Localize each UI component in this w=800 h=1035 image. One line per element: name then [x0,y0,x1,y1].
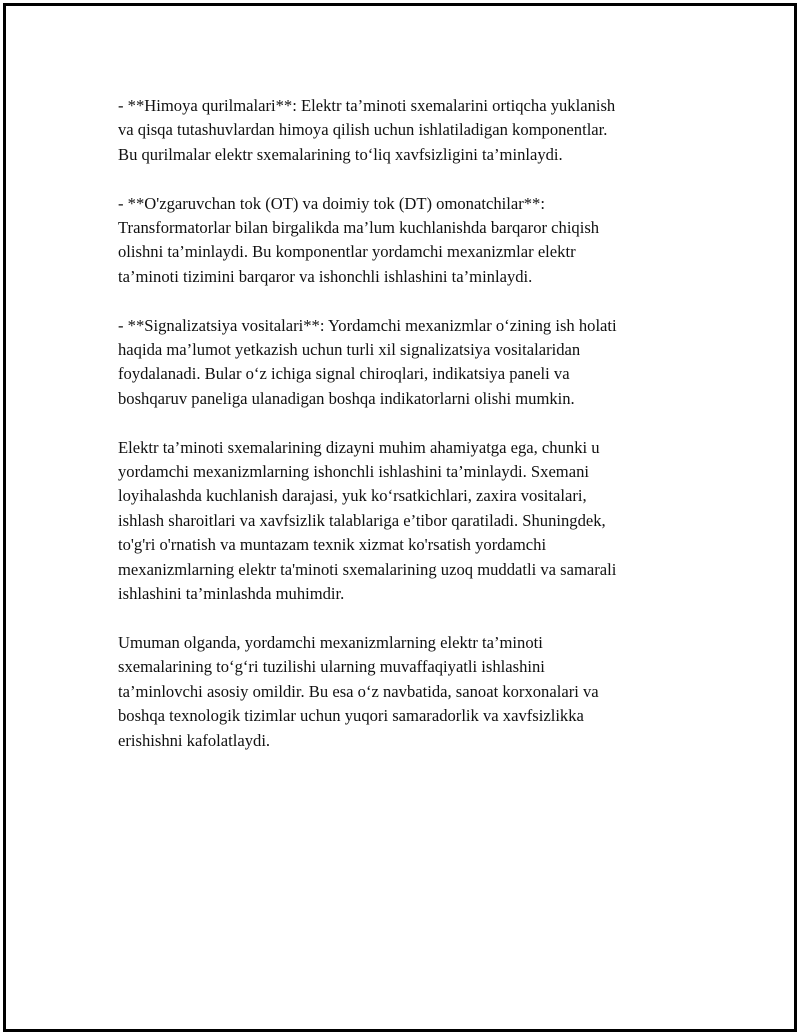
text-line: va qisqa tutashuvlardan himoya qilish uchun ishlatiladigan komponentlar. [118,120,608,140]
text-line: - **O'zgaruvchan tok (OT) va doimiy tok (DT) omonatchilar**: [118,193,545,213]
text-line: boshqa texnologik tizimlar uchun yuqori samaradorlik va xavfsizlikka [118,706,584,726]
document-body [118,94,678,777]
text-line: ishlashini ta’minlashda muhimdir. [118,584,345,604]
text-line: sxemalarining to‘g‘ri tuzilishi ularning muvaffaqiyatli ishlashini [118,657,545,677]
text-line: ishlash sharoitlari va xavfsizlik talablariga e’tibor qaratiladi. Shuningdek, [118,510,606,530]
text-line: - **Signalizatsiya vositalari**: Yordamchi mexanizmlar o‘zining ish holati [118,315,617,335]
text-line: mexanizmlarning elektr ta'minoti sxemalarining uzoq muddatli va samarali [118,559,617,579]
text-line: to'g'ri o'rnatish va muntazam texnik xizmat ko'rsatish yordamchi [118,535,547,555]
text-line: erishishni kafolatlaydi. [118,730,271,750]
text-line: loyihalashda kuchlanish darajasi, yuk ko‘rsatkichlari, zaxira vositalari, [118,486,587,506]
paragraph-ac-dc-rectifiers [118,192,678,290]
text-line: haqida ma’lumot yetkazish uchun turli xil signalizatsiya vositalaridan [118,340,581,360]
paragraph-conclusion [118,631,678,753]
text-line: ta’minlovchi asosiy omildir. Bu esa o‘z navbatida, sanoat korxonalari va [118,681,599,701]
paragraph-signaling-devices [118,314,678,412]
text-line: yordamchi mexanizmlarning ishonchli ishlashini ta’minlaydi. Sxemani [118,462,589,482]
text-line: boshqaruv paneliga ulanadigan boshqa indikatorlarni olishi mumkin. [118,388,575,408]
text-line: Transformatorlar bilan birgalikda ma’lum kuchlanishda barqaror chiqish [118,218,600,238]
text-line: Umuman olganda, yordamchi mexanizmlarning elektr ta’minoti [118,632,543,652]
text-line: Bu qurilmalar elektr sxemalarining to‘liq xavfsizligini ta’minlaydi. [118,144,563,164]
paragraph-design-importance [118,436,678,607]
paragraph-protective-devices [118,94,678,167]
text-line: foydalanadi. Bular o‘z ichiga signal chiroqlari, indikatsiya paneli va [118,364,570,384]
text-line: ta’minoti tizimini barqaror va ishonchli ishlashini ta’minlaydi. [118,266,533,286]
text-line: Elektr ta’minoti sxemalarining dizayni muhim ahamiyatga ega, chunki u [118,437,600,457]
text-line: - **Himoya qurilmalari**: Elektr ta’minoti sxemalarini ortiqcha yuklanish [118,96,616,115]
text-line: olishni ta’minlaydi. Bu komponentlar yordamchi mexanizmlar elektr [118,242,576,262]
